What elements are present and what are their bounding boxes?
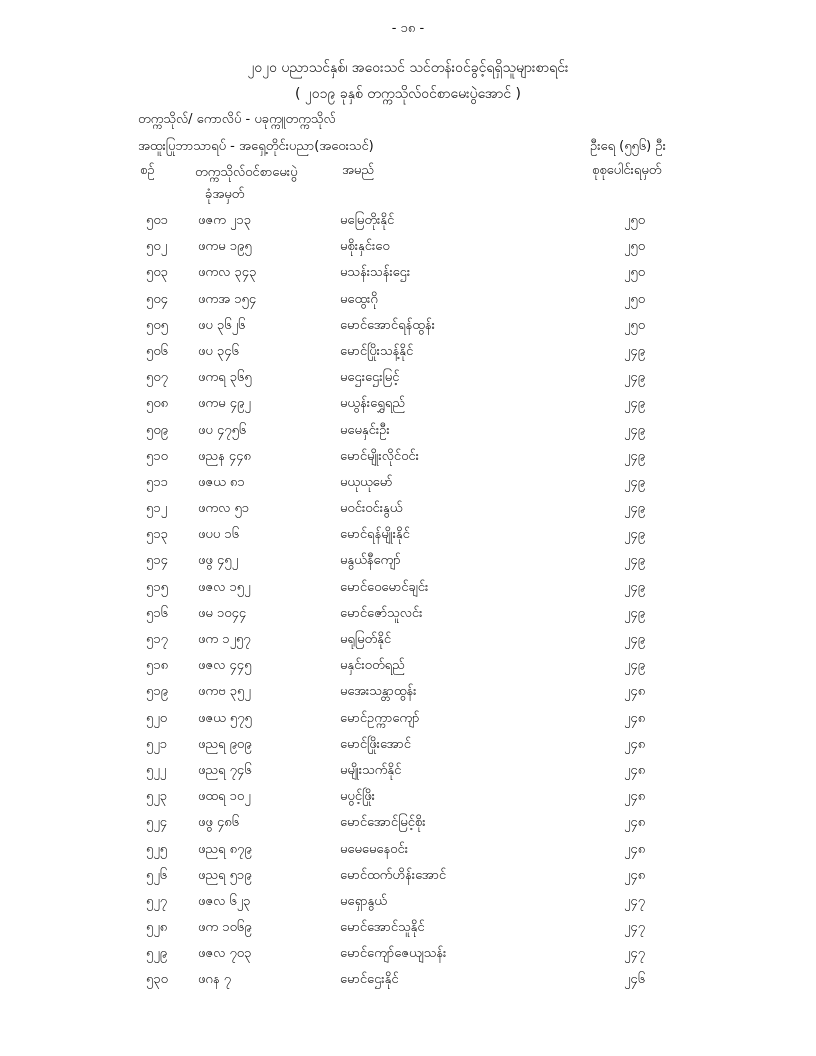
row-student-name: မောင်မျိုးလိုင်ဝင်း — [340, 448, 419, 464]
row-roll-number: ဖက ၁၀၆၉ — [198, 920, 252, 936]
row-student-name: မယွန်းရွှေရည် — [340, 396, 405, 412]
row-roll-number: ဖပပ ၁၆ — [198, 527, 240, 543]
row-total-marks: ၂၄၉ — [624, 632, 646, 647]
row-roll-number: ဖကမ ၁၉၅ — [198, 239, 252, 255]
row-roll-number: ဖဇလ ၄၄၅ — [198, 658, 252, 674]
row-student-name: မပွင့်ဖြိုး — [340, 789, 375, 805]
table-row — [0, 313, 816, 339]
row-roll-number: ဖပ ၄၇၅၆ — [198, 422, 247, 438]
row-roll-number: ဖကဗ ၃၅၂ — [198, 684, 251, 700]
row-student-name: မထွေးဂို — [340, 291, 378, 307]
row-serial-no: ၅၂၃ — [146, 789, 168, 805]
row-student-name: မောင်ဥက္ကာကျော် — [340, 710, 420, 726]
row-total-marks: ၂၄၉ — [624, 343, 646, 359]
row-student-name: မနှင်းဝတ်ရည် — [340, 658, 405, 674]
table-row — [0, 706, 816, 732]
row-student-name: မမြေတိုးနိုင် — [340, 213, 395, 228]
row-roll-number: ဖဇလ ၇၀၃ — [198, 946, 252, 962]
row-student-name: မယုယုမော် — [340, 474, 393, 490]
row-serial-no: ၅၀၉ — [146, 422, 168, 438]
row-total-marks: ၂၅၀ — [624, 239, 646, 255]
row-roll-number: ဖပ ၃၆၂၆ — [198, 317, 246, 333]
major-label: အထူးပြုဘာသာရပ် - အရှေ့တိုင်းပညာ(အဝေးသင်) — [138, 139, 374, 154]
row-student-name: မောင်ကျော်ဇေယျသန်း — [340, 946, 447, 962]
table-row — [0, 627, 816, 653]
row-roll-number: ဖထရ ၁၀၂ — [198, 789, 251, 805]
table-row — [0, 496, 816, 522]
row-serial-no: ၅၀၆ — [146, 343, 168, 359]
row-total-marks: ၂၄၈ — [624, 867, 646, 883]
row-serial-no: ၅၁၁ — [146, 474, 168, 490]
row-total-marks: ၂၄၈ — [624, 684, 646, 700]
header-roll-line1: တက္ကသိုလ်ဝင်စာမေးပွဲ — [195, 165, 298, 180]
row-student-name: မသန်းသန်းဌေး — [340, 265, 411, 281]
row-serial-no: ၅၁၀ — [146, 448, 168, 464]
row-total-marks: ၂၄၉ — [624, 579, 646, 595]
row-roll-number: ဖဖွ ၄၅၂ — [198, 553, 238, 569]
table-row — [0, 837, 816, 863]
row-total-marks: ၂၄၉ — [624, 553, 646, 569]
table-row — [0, 732, 816, 758]
row-student-name: မောင်ဌေးနိုင် — [340, 972, 399, 988]
row-total-marks: ၂၄၉ — [624, 396, 646, 412]
row-serial-no: ၅၁၉ — [146, 684, 168, 700]
row-roll-number: ဖက ၁၂၅၇ — [198, 632, 251, 647]
document-subtitle: ( ၂၀၁၉ ခုနှစ် တက္ကသိုလ်ဝင်စာမေးပွဲအောင် ) — [294, 86, 522, 102]
row-total-marks: ၂၄၉ — [624, 474, 646, 490]
table-row — [0, 784, 816, 810]
table-row — [0, 444, 816, 470]
total-count: ဦးရေ (၅၅၆) ဦး — [590, 139, 666, 154]
row-total-marks: ၂၄၉ — [624, 605, 646, 621]
row-serial-no: ၅၂၇ — [146, 893, 168, 909]
row-serial-no: ၅၁၇ — [146, 632, 168, 647]
row-total-marks: ၂၅၀ — [624, 213, 646, 228]
row-student-name: မောင်အောင်ရန်ထွန်း — [340, 317, 435, 333]
row-student-name: မမေနှင်းဦး — [340, 422, 390, 438]
row-student-name: မောင်အောင်မြင့်စိုး — [340, 815, 426, 831]
row-student-name: မရှောနွယ် — [340, 893, 387, 909]
row-serial-no: ၅၂၂ — [146, 762, 167, 778]
row-roll-number: ဖမ ၁၀၄၄ — [198, 605, 247, 621]
table-row — [0, 758, 816, 784]
row-student-name: မောင်ဇော်သူလင်း — [340, 605, 423, 621]
row-total-marks: ၂၄၇ — [624, 920, 646, 936]
row-student-name: မောင်ရန်မျိုးနိုင် — [340, 527, 410, 543]
row-total-marks: ၂၄၆ — [624, 972, 646, 988]
row-student-name: မမျိုးသက်နိုင် — [340, 762, 402, 778]
row-serial-no: ၅၂၀ — [146, 710, 168, 726]
row-roll-number: ဖဇလ ၁၅၂ — [198, 579, 251, 595]
row-total-marks: ၂၅၀ — [624, 291, 646, 307]
row-serial-no: ၅၂၁ — [146, 736, 168, 752]
row-serial-no: ၅၀၅ — [146, 317, 168, 333]
row-student-name: မရုမြတ်နိုင် — [340, 632, 392, 647]
row-roll-number: ဖညရ ၉၀၉ — [198, 736, 252, 752]
row-total-marks: ၂၄၈ — [624, 736, 646, 752]
table-row — [0, 575, 816, 601]
row-roll-number: ဖညန ၄၄၈ — [198, 448, 251, 464]
row-student-name: မဝင်းဝင်းနွယ် — [340, 501, 403, 517]
row-serial-no: ၅၁၄ — [146, 553, 168, 569]
row-serial-no: ၅၂၈ — [146, 920, 168, 936]
row-serial-no: ၅၂၉ — [146, 946, 168, 962]
row-student-name: မဌေးဌေးမြင့် — [340, 370, 400, 386]
row-serial-no: ၅၁၅ — [146, 579, 168, 595]
header-roll-line2: ခုံအမှတ် — [205, 187, 245, 202]
row-serial-no: ၅၂၆ — [146, 867, 168, 883]
table-row — [0, 810, 816, 836]
table-row — [0, 548, 816, 574]
row-serial-no: ၅၀၂ — [146, 239, 168, 255]
row-total-marks: ၂၄၈ — [624, 789, 646, 805]
row-roll-number: ဖကလ ၃၄၃ — [198, 265, 257, 281]
row-serial-no: ၅၀၄ — [146, 291, 168, 307]
row-student-name: မောင်ထက်ဟိန်းအောင် — [340, 867, 447, 883]
row-student-name: မောင်ဖြိုးအောင် — [340, 736, 411, 752]
row-serial-no: ၅၂၄ — [146, 815, 168, 831]
row-total-marks: ၂၅၀ — [624, 317, 646, 333]
header-total-marks: စုစုပေါင်းရမှတ် — [592, 163, 662, 178]
row-roll-number: ဖဇယ ၈၁ — [198, 474, 245, 490]
row-serial-no: ၅၁၃ — [146, 527, 168, 543]
row-roll-number: ဖဖွ ၄၈၆ — [198, 815, 240, 831]
row-total-marks: ၂၄၇ — [624, 946, 646, 962]
row-roll-number: ဖညရ ၈၇၉ — [198, 841, 252, 857]
row-serial-no: ၅၁၆ — [146, 605, 168, 621]
table-row — [0, 470, 816, 496]
row-total-marks: ၂၄၉ — [624, 422, 646, 438]
row-serial-no: ၅၀၈ — [146, 396, 169, 412]
row-total-marks: ၂၄၈ — [624, 841, 646, 857]
row-student-name: မအေးသန္တာထွန်း — [340, 684, 417, 700]
row-total-marks: ၂၅၀ — [624, 265, 646, 281]
row-roll-number: ဖဂန ၇ — [198, 972, 232, 988]
row-roll-number: ဖဇလ ၆၂၃ — [198, 893, 251, 909]
table-row — [0, 260, 816, 286]
table-row — [0, 863, 816, 889]
table-row — [0, 679, 816, 705]
header-serial-no: စဉ် — [140, 163, 155, 178]
row-serial-no: ၅၃၀ — [146, 972, 168, 988]
row-total-marks: ၂၄၈ — [624, 710, 646, 726]
row-serial-no: ၅၂၅ — [146, 841, 168, 857]
row-total-marks: ၂၄၉ — [624, 501, 646, 517]
row-roll-number: ဖပ ၃၄၆ — [198, 343, 239, 359]
row-student-name: မနွယ်နီကျော် — [340, 553, 401, 569]
row-serial-no: ၅၁၂ — [146, 501, 168, 517]
row-total-marks: ၂၄၇ — [624, 893, 646, 909]
row-roll-number: ဖညရ ၇၄၆ — [198, 762, 252, 778]
table-row — [0, 391, 816, 417]
row-roll-number: ဖဇက ၂၁၃ — [198, 213, 252, 228]
header-roll-number — [195, 162, 335, 206]
table-row — [0, 601, 816, 627]
document-title: ၂၀၂၀ ပညာသင်နှစ်၊ အဝေးသင် သင်တန်းဝင်ခွင့်ရရှိသူများစာရင်း — [247, 60, 569, 76]
row-student-name: မောင်ပြိုးသန့်နိုင် — [340, 343, 414, 359]
table-row — [0, 915, 816, 941]
row-roll-number: ဖကမ ၄၉၂ — [198, 396, 251, 412]
row-roll-number: ဖကအ ၁၅၄ — [198, 291, 257, 307]
table-row — [0, 418, 816, 444]
row-student-name: မောင်အောင်သူနိုင် — [340, 920, 425, 936]
row-serial-no: ၅၀၃ — [146, 265, 168, 281]
table-row — [0, 653, 816, 679]
row-student-name: မောင်ဝေမောင်ချင်း — [340, 579, 429, 595]
row-roll-number: ဖညရ ၅၁၉ — [198, 867, 252, 883]
table-row — [0, 889, 816, 915]
row-student-name: မစိုးနှင်းဝေ — [340, 239, 390, 255]
row-total-marks: ၂၄၉ — [624, 527, 646, 543]
row-serial-no: ၅၀၇ — [146, 370, 168, 386]
table-row — [0, 967, 816, 993]
row-serial-no: ၅၀၁ — [146, 213, 168, 228]
table-row — [0, 339, 816, 365]
table-row — [0, 287, 816, 313]
row-total-marks: ၂၄၉ — [624, 658, 646, 674]
row-roll-number: ဖကလ ၅၁ — [198, 501, 250, 517]
page-number: - ၁၈ - — [391, 21, 425, 36]
student-list — [0, 208, 816, 994]
row-serial-no: ၅၁၈ — [146, 658, 169, 674]
row-total-marks: ၂၄၉ — [624, 448, 646, 464]
university-label: တက္ကသိုလ်/ ကောလိပ် - ပခုက္ကူတက္ကသိုလ် — [138, 112, 336, 127]
row-total-marks: ၂၄၈ — [624, 815, 646, 831]
row-total-marks: ၂၄၉ — [624, 370, 646, 386]
table-row — [0, 208, 816, 234]
row-roll-number: ဖကရ ၃၆၅ — [198, 370, 252, 386]
header-name: အမည် — [342, 163, 374, 178]
table-row — [0, 365, 816, 391]
table-row — [0, 522, 816, 548]
table-row — [0, 234, 816, 260]
row-roll-number: ဖဇယ ၅၇၅ — [198, 710, 252, 726]
table-row — [0, 941, 816, 967]
row-student-name: မမေမေနေဝင်း — [340, 841, 408, 857]
row-total-marks: ၂၄၈ — [624, 762, 646, 778]
